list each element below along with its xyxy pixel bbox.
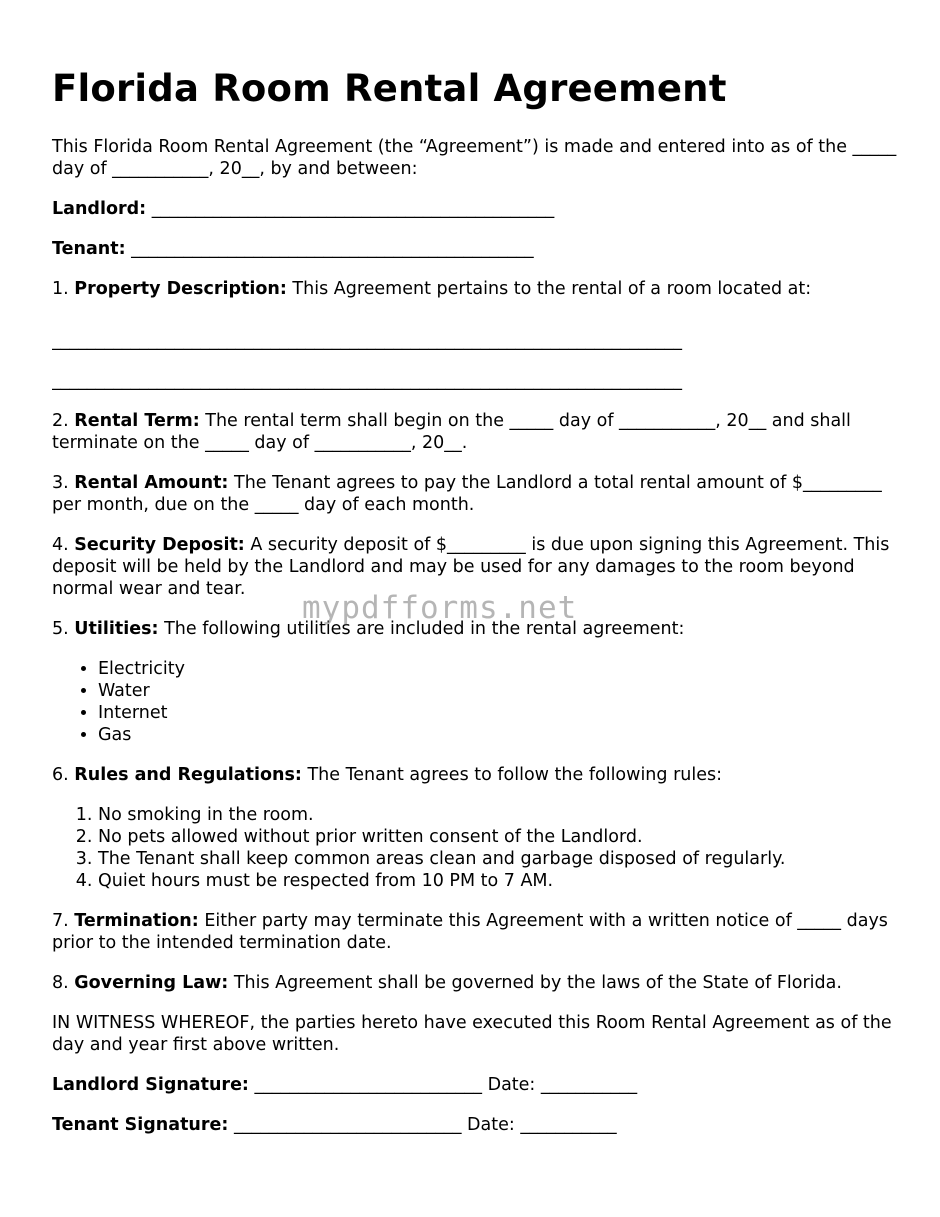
- landlord-label: Landlord:: [52, 199, 147, 219]
- signature-label: Landlord Signature:: [52, 1075, 249, 1095]
- utilities-list: [52, 658, 902, 746]
- list-item: • Water: [98, 680, 902, 702]
- landlord-signature-line: [52, 1074, 902, 1096]
- section-rental-amount: [52, 472, 902, 516]
- section-number: 8.: [52, 973, 69, 993]
- date-label: Date:: [467, 1115, 515, 1135]
- section-text: The Tenant agrees to follow the following rules:: [307, 765, 722, 785]
- tenant-line: [52, 238, 902, 260]
- section-number: 2.: [52, 411, 69, 431]
- date-blank: ___________: [520, 1115, 617, 1135]
- section-rental-term: [52, 410, 902, 454]
- date-label: Date:: [487, 1075, 536, 1095]
- landlord-blank: ______________________________________________: [151, 199, 555, 219]
- list-item: 1. No smoking in the room.: [98, 804, 902, 826]
- section-number: 1.: [52, 279, 69, 299]
- document-page: [52, 66, 902, 1154]
- document-title: Florida Room Rental Agreement: [52, 67, 727, 110]
- section-text: This Agreement shall be governed by the laws of the State of Florida.: [233, 973, 842, 993]
- section-number: 5.: [52, 619, 69, 639]
- section-governing-law: [52, 972, 902, 994]
- list-item: 3. The Tenant shall keep common areas clean and garbage disposed of regularly.: [98, 848, 902, 870]
- section-heading: Rental Amount:: [74, 473, 229, 493]
- section-text: A security deposit of $_________ is due upon signing this Agreement. This deposit will be held by the Landlord and may be used for any damages to the room beyond normal wear and tear.: [52, 535, 890, 599]
- landlord-line: [52, 198, 902, 220]
- section-text: The following utilities are included in the rental agreement:: [164, 619, 685, 639]
- intro-paragraph: This Florida Room Rental Agreement (the “Agreement”) is made and entered into as of the _____ day of ___________, 20__, by and between:: [52, 137, 897, 179]
- section-heading: Property Description:: [74, 279, 287, 299]
- section-number: 7.: [52, 911, 69, 931]
- section-heading: Security Deposit:: [74, 535, 245, 555]
- section-text: The rental term shall begin on the _____ day of ___________, 20__ and shall terminate on the _____ day of ___________, 20__.: [52, 411, 851, 453]
- section-rules: [52, 764, 902, 786]
- section-number: 3.: [52, 473, 69, 493]
- property-address-line-2: ________________________________________________________________________: [52, 371, 682, 391]
- tenant-signature-line: [52, 1114, 902, 1136]
- list-item: 2. No pets allowed without prior written consent of the Landlord.: [98, 826, 902, 848]
- watermark: mypdfforms.net: [302, 590, 578, 626]
- section-heading: Termination:: [74, 911, 199, 931]
- section-heading: Rental Term:: [74, 411, 200, 431]
- signature-blank: __________________________: [233, 1115, 462, 1135]
- signature-label: Tenant Signature:: [52, 1115, 229, 1135]
- section-termination: [52, 910, 902, 954]
- section-security-deposit: [52, 534, 902, 600]
- section-text: This Agreement pertains to the rental of a room located at:: [292, 279, 812, 299]
- list-item: 4. Quiet hours must be respected from 10 PM to 7 AM.: [98, 870, 902, 892]
- property-address-line-1: ________________________________________________________________________: [52, 331, 682, 351]
- list-item: • Gas: [98, 724, 902, 746]
- section-heading: Governing Law:: [74, 973, 229, 993]
- signature-blank: __________________________: [254, 1075, 483, 1095]
- section-heading: Utilities:: [74, 619, 159, 639]
- tenant-blank: ______________________________________________: [131, 239, 534, 259]
- list-item: • Internet: [98, 702, 902, 724]
- section-number: 6.: [52, 765, 69, 785]
- section-text: The Tenant agrees to pay the Landlord a total rental amount of $_________ per month, due on the _____ day of each month.: [52, 473, 882, 515]
- witness-paragraph: IN WITNESS WHEREOF, the parties hereto have executed this Room Rental Agreement as of the day and year first above written.: [52, 1013, 892, 1055]
- rules-list: [52, 804, 902, 892]
- section-text: Either party may terminate this Agreement with a written notice of _____ days prior to the intended termination date.: [52, 911, 888, 953]
- list-item: • Electricity: [98, 658, 902, 680]
- tenant-label: Tenant:: [52, 239, 126, 259]
- section-number: 4.: [52, 535, 69, 555]
- section-property: [52, 278, 902, 300]
- section-utilities: [52, 618, 902, 640]
- date-blank: ___________: [540, 1075, 638, 1095]
- section-heading: Rules and Regulations:: [74, 765, 302, 785]
